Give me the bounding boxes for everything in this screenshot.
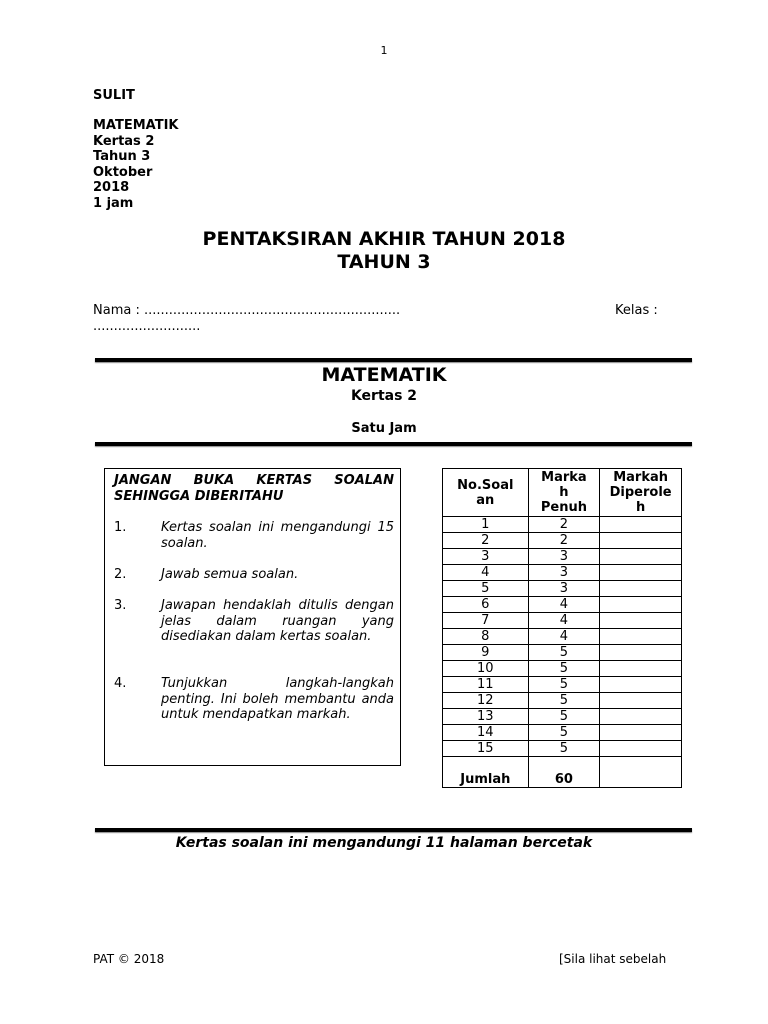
full-marks: 2 — [528, 517, 600, 533]
subject-duration: Satu Jam — [351, 421, 417, 436]
total-label: Jumlah — [443, 757, 529, 788]
obtained-marks — [600, 581, 682, 597]
full-marks: 5 — [528, 725, 600, 741]
marks-total-row — [443, 757, 682, 788]
footer-continue: [Sila lihat sebelah — [559, 952, 667, 966]
full-marks: 5 — [528, 709, 600, 725]
obtained-marks — [600, 613, 682, 629]
question-number: 4 — [443, 565, 529, 581]
obtained-marks — [600, 597, 682, 613]
instruction-text: Tunjukkan langkah-langkah penting. Ini boleh membantu anda untuk mendapatkan markah. — [161, 676, 394, 723]
question-number: 3 — [443, 549, 529, 565]
obtained-marks — [600, 517, 682, 533]
footer-copyright: PAT © 2018 — [93, 952, 165, 966]
full-marks: 4 — [528, 597, 600, 613]
table-row — [443, 533, 682, 549]
question-number: 11 — [443, 677, 529, 693]
obtained-marks — [600, 693, 682, 709]
question-number: 1 — [443, 517, 529, 533]
instruction-number: 1. — [114, 520, 127, 535]
full-marks: 5 — [528, 677, 600, 693]
table-row — [443, 597, 682, 613]
table-row — [443, 565, 682, 581]
col-header-marks-obtained: Markah Diperole h — [600, 469, 682, 517]
subject-title: MATEMATIK — [321, 364, 447, 386]
full-marks: 5 — [528, 741, 600, 757]
total-value: 60 — [528, 757, 600, 788]
instruction-text: Kertas soalan ini mengandungi 15 soalan. — [161, 520, 394, 551]
warning-line-2: SEHINGGA DIBERITAHU — [114, 488, 284, 504]
full-marks: 4 — [528, 629, 600, 645]
total-obtained-cell — [600, 757, 682, 788]
table-row — [443, 645, 682, 661]
table-row — [443, 629, 682, 645]
marks-table-header — [443, 469, 682, 517]
full-marks: 3 — [528, 581, 600, 597]
header-subject: MATEMATIK — [93, 118, 179, 133]
question-number: 12 — [443, 693, 529, 709]
obtained-marks — [600, 677, 682, 693]
obtained-marks — [600, 709, 682, 725]
question-number: 15 — [443, 741, 529, 757]
header-month: Oktober — [93, 164, 153, 180]
obtained-marks — [600, 549, 682, 565]
instruction-text: Jawab semua soalan. — [161, 567, 299, 582]
question-number: 7 — [443, 613, 529, 629]
subject-paper: Kertas 2 — [350, 388, 418, 404]
table-row — [443, 549, 682, 565]
obtained-marks — [600, 741, 682, 757]
instruction-number: 4. — [114, 676, 127, 691]
obtained-marks — [600, 725, 682, 741]
obtained-marks — [600, 629, 682, 645]
obtained-marks — [600, 565, 682, 581]
class-field-label: Kelas : — [615, 303, 658, 318]
table-row — [443, 693, 682, 709]
full-marks: 5 — [528, 693, 600, 709]
question-number: 9 — [443, 645, 529, 661]
exam-title: PENTAKSIRAN AKHIR TAHUN 2018 — [202, 228, 566, 250]
header-year-level: Tahun 3 — [93, 149, 151, 165]
table-row — [443, 661, 682, 677]
col-header-full-marks: Marka h Penuh — [528, 469, 600, 517]
question-number: 8 — [443, 629, 529, 645]
full-marks: 5 — [528, 661, 600, 677]
obtained-marks — [600, 533, 682, 549]
divider-middle — [95, 442, 692, 446]
obtained-marks — [600, 645, 682, 661]
question-number: 2 — [443, 533, 529, 549]
full-marks: 2 — [528, 533, 600, 549]
exam-subtitle: TAHUN 3 — [337, 251, 431, 273]
warning-line-1: JANGAN BUKA KERTAS SOALAN — [114, 473, 394, 488]
table-row — [443, 613, 682, 629]
full-marks: 4 — [528, 613, 600, 629]
table-row — [443, 709, 682, 725]
full-marks: 5 — [528, 645, 600, 661]
status-label: SULIT — [93, 88, 135, 103]
instructions-box — [104, 468, 401, 766]
instruction-number: 3. — [114, 598, 127, 613]
instruction-number: 2. — [114, 567, 127, 582]
name-field-label: Nama : .............................................................. — [93, 303, 401, 318]
header-year: 2018 — [93, 180, 130, 196]
page-number: 1 — [380, 44, 388, 57]
table-row — [443, 677, 682, 693]
table-row — [443, 581, 682, 597]
divider-top — [95, 358, 692, 362]
instruction-text: Jawapan hendaklah ditulis dengan jelas dalam ruangan yang disediakan dalam kertas soalan. — [161, 598, 394, 645]
obtained-marks — [600, 661, 682, 677]
header-duration: 1 jam — [93, 196, 134, 211]
question-number: 13 — [443, 709, 529, 725]
full-marks: 3 — [528, 549, 600, 565]
student-info — [93, 303, 683, 335]
table-row — [443, 725, 682, 741]
question-number: 5 — [443, 581, 529, 597]
question-number: 14 — [443, 725, 529, 741]
col-header-question: No.Soal an — [443, 469, 529, 517]
header-paper: Kertas 2 — [93, 133, 155, 149]
full-marks: 3 — [528, 565, 600, 581]
question-number: 6 — [443, 597, 529, 613]
class-field-dots: .......................... — [93, 319, 201, 334]
marks-table — [442, 468, 682, 788]
table-row — [443, 517, 682, 533]
question-number: 10 — [443, 661, 529, 677]
table-row — [443, 741, 682, 757]
instructions-warning — [114, 473, 394, 504]
pages-note: Kertas soalan ini mengandungi 11 halaman bercetak — [175, 835, 593, 851]
divider-bottom — [95, 828, 692, 832]
